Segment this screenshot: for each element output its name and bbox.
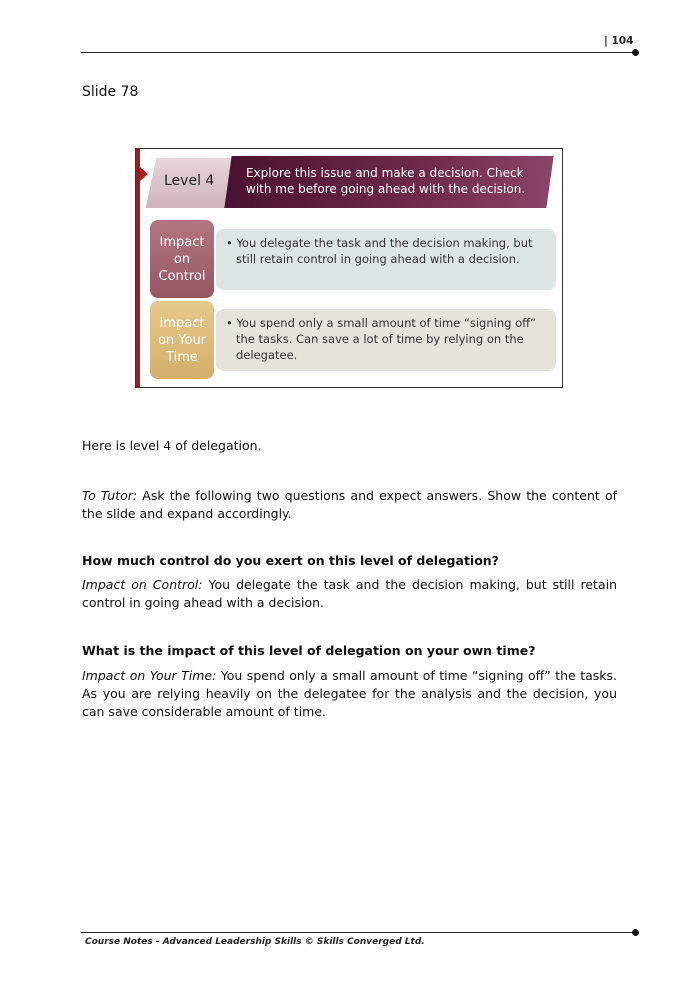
question-2: What is the impact of this level of delegation on your own time? xyxy=(82,643,536,658)
impact-control-tile xyxy=(150,220,214,298)
level-label: Level 4 xyxy=(164,173,215,189)
slide-arrow-icon xyxy=(140,167,148,181)
footer-rule-dot xyxy=(632,929,639,936)
answer-2 xyxy=(82,667,617,721)
page-number: | 104 xyxy=(604,35,634,47)
impact-time-tile xyxy=(150,301,214,379)
answer-1-label: Impact on Control: xyxy=(82,577,203,592)
impact-control-box xyxy=(216,229,556,290)
answer-1 xyxy=(82,576,617,612)
question-1: How much control do you exert on this level of delegation? xyxy=(82,553,499,568)
answer-2-label: Impact on Your Time: xyxy=(82,668,217,683)
answer-1-text: You delegate the task and the decision making, but still retain control in going ahead with a decision. xyxy=(82,577,617,610)
impact-control-text: • You delegate the task and the decision making, but still retain control in going ahead with a decision. xyxy=(226,236,533,266)
answer-2-text: You spend only a small amount of time “signing off” the tasks. As you are relying heavily on the delegatee for the analysis and the decision, you can save considerable amount of time. xyxy=(82,668,617,719)
slide-label: Slide 78 xyxy=(82,84,139,100)
footer-rule xyxy=(81,932,637,933)
impact-time-text: • You spend only a small amount of time “signing off” the tasks. Can save a lot of time by relying on the delegatee. xyxy=(226,316,536,362)
slide-accent-bar xyxy=(136,149,140,387)
footer-text: Course Notes - Advanced Leadership Skills © Skills Converged Ltd. xyxy=(85,937,425,947)
impact-control-tile-label: Impact on Control xyxy=(158,234,206,284)
impact-time-box xyxy=(216,309,556,371)
intro-paragraph: Here is level 4 of delegation. xyxy=(82,438,262,453)
slide-image xyxy=(135,148,563,388)
header-rule-dot xyxy=(632,49,639,56)
impact-time-tile-label: Impact on Your Time xyxy=(157,315,207,365)
slide-heading: Explore this issue and make a decision. Check with me before going ahead with the decision. xyxy=(246,166,526,196)
tutor-paragraph xyxy=(82,487,617,523)
tutor-label: To Tutor: xyxy=(82,488,138,503)
header-rule xyxy=(81,52,637,53)
tutor-text: Ask the following two questions and expect answers. Show the content of the slide and expand accordingly. xyxy=(82,488,617,521)
